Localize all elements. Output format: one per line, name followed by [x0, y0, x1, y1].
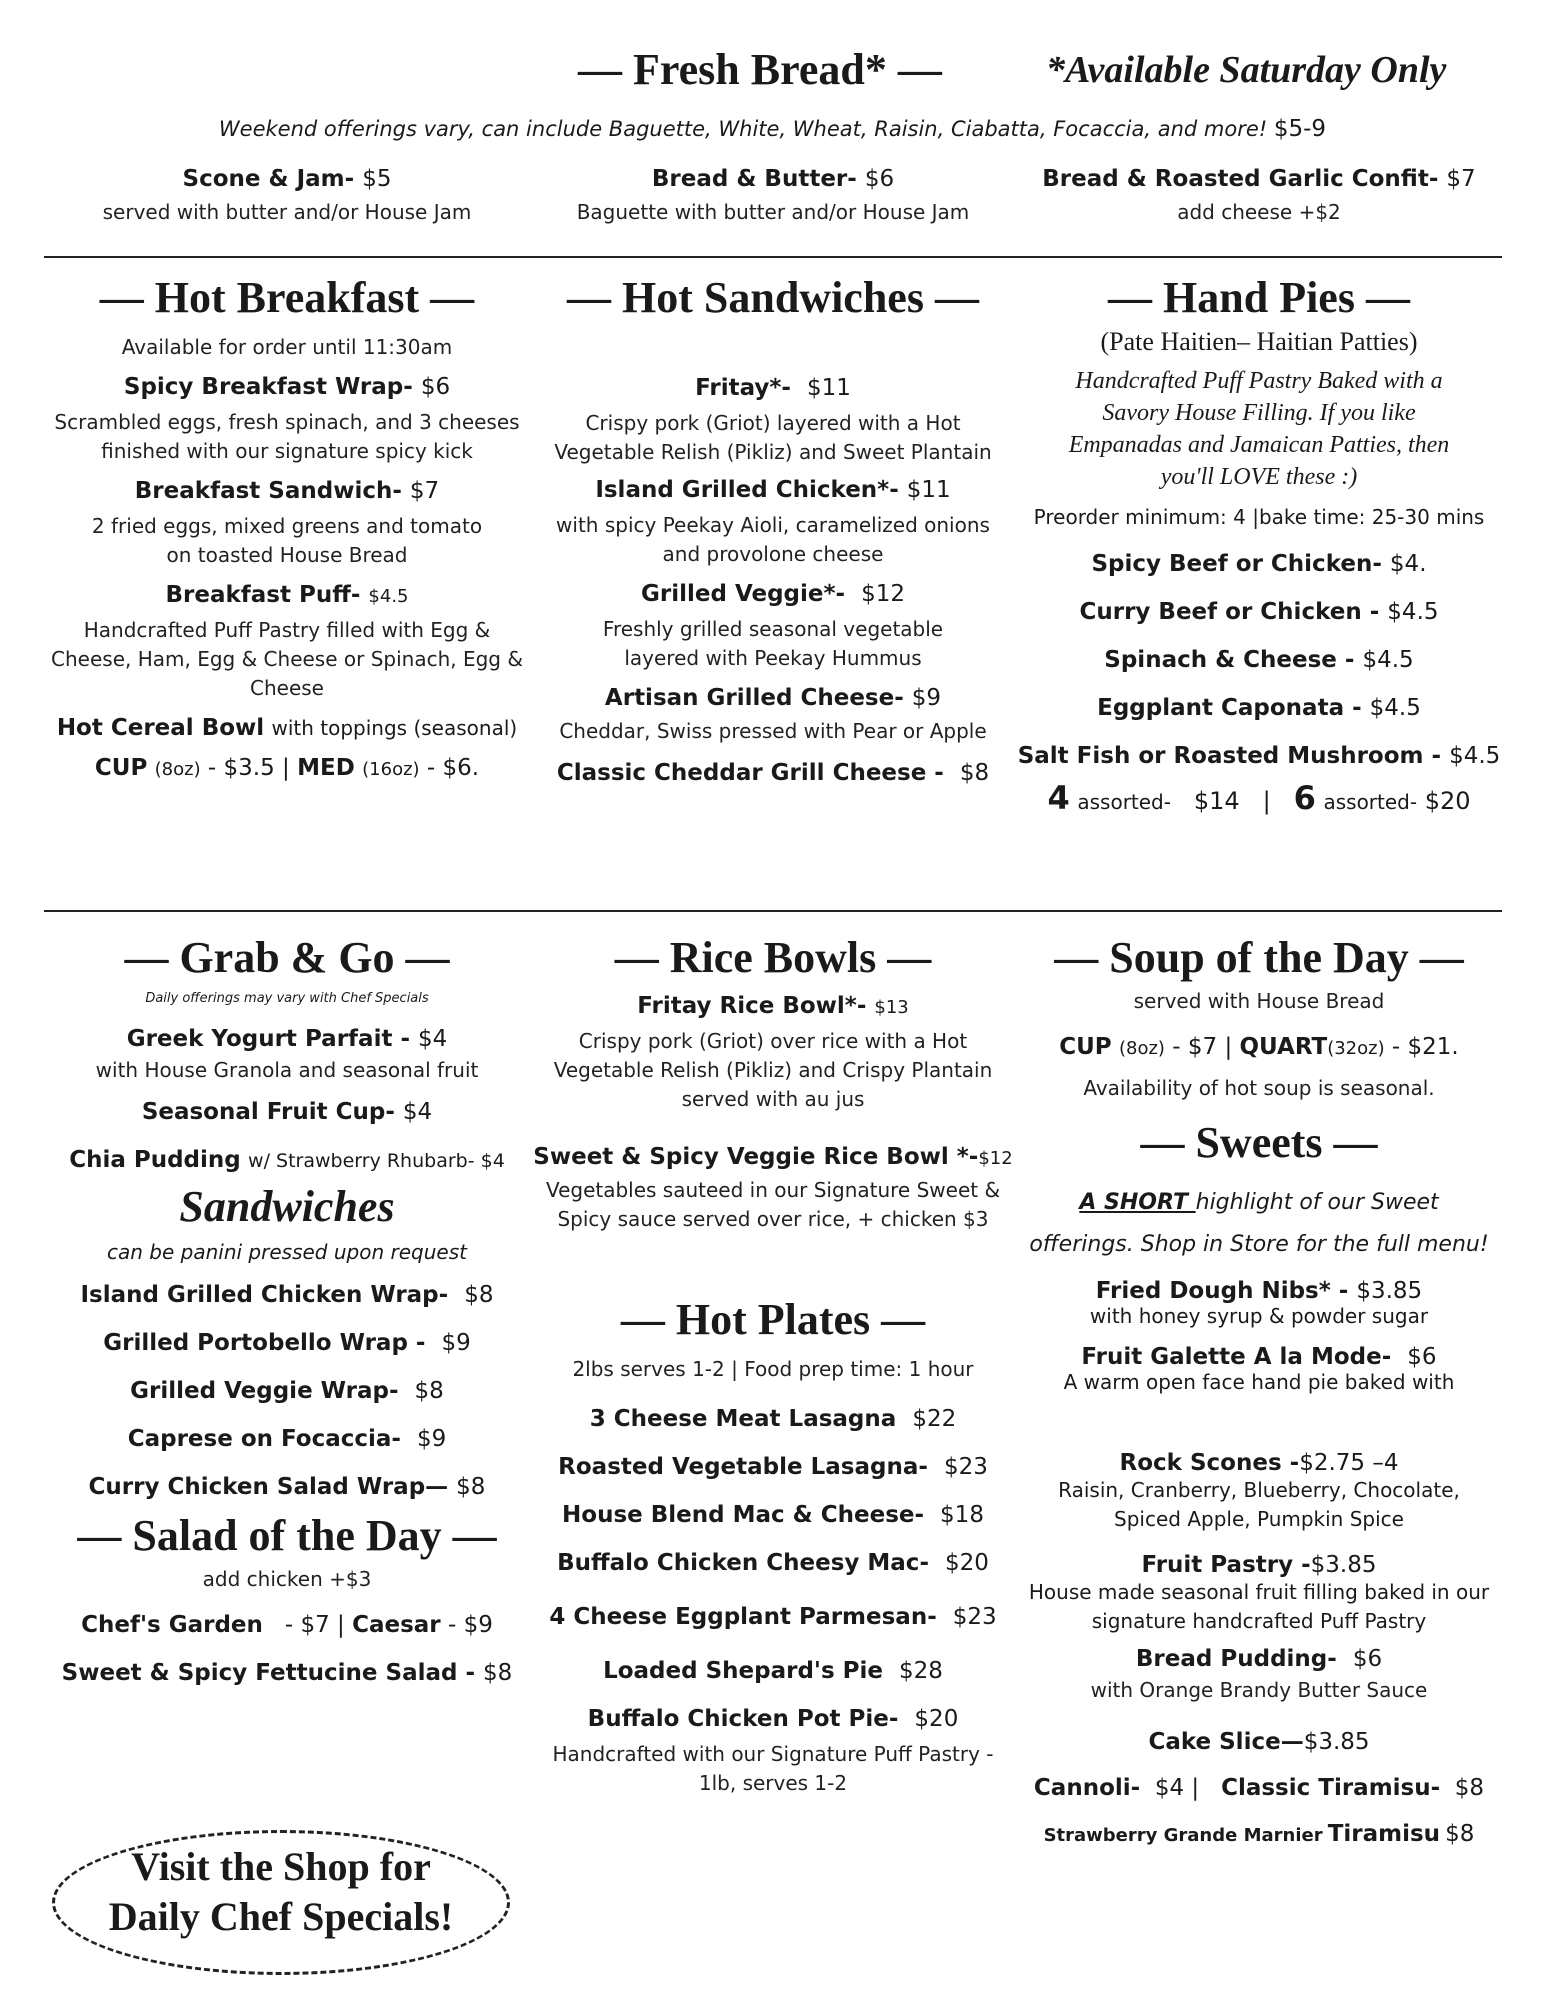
- soup-cup-price: - $7 |: [1172, 1034, 1233, 1060]
- bulk-4-label: assorted-: [1077, 790, 1171, 814]
- item-price: $4.5: [1362, 647, 1414, 673]
- grab-go-subtitle: Daily offerings may vary with Chef Specials: [145, 991, 429, 1006]
- fresh-bread-title: — Fresh Bread* —: [578, 45, 942, 94]
- rice-bowls-section: [530, 932, 1016, 1798]
- item-price: $3.85: [1356, 1278, 1423, 1304]
- menu-item: [44, 1378, 530, 1404]
- salad-chef: Chef's Garden: [81, 1612, 263, 1638]
- item-name: Fritay*-: [695, 375, 791, 401]
- soup-cup-size: (8oz): [1118, 1038, 1165, 1059]
- item-name: Breakfast Puff-: [165, 582, 361, 608]
- item-price: $6: [1407, 1344, 1437, 1370]
- item-desc: Handcrafted with our Signature Puff Pastry - 1lb, serves 1-2: [552, 1742, 994, 1795]
- item-name: Spicy Beef or Chicken-: [1091, 551, 1382, 577]
- cereal-med: MED: [297, 755, 355, 781]
- menu-item: [530, 1604, 1016, 1630]
- cereal-cup: CUP: [94, 755, 148, 781]
- item-desc: Raisin, Cranberry, Blueberry, Chocolate, Spiced Apple, Pumpkin Spice: [1058, 1478, 1460, 1531]
- menu-item: [1016, 1646, 1502, 1672]
- sweets-blurb-underline: A SHORT: [1079, 1190, 1196, 1215]
- item-price: $4: [402, 1099, 433, 1125]
- divider: [44, 256, 1502, 258]
- menu-item: [530, 1144, 1016, 1170]
- hot-breakfast-subtitle: Available for order until 11:30am: [121, 335, 453, 359]
- item-name: Bread & Roasted Garlic Confit-: [1042, 166, 1439, 192]
- cereal-med-price: - $6.: [426, 755, 480, 781]
- item-price: $3.85: [1303, 1729, 1370, 1755]
- hand-pies-title: — Hand Pies —: [1108, 273, 1410, 322]
- item-price: $28: [899, 1658, 943, 1684]
- cereal-cup-size: (8oz): [154, 759, 201, 780]
- item-price: $9: [416, 1426, 447, 1452]
- cannoli-price: $4 |: [1154, 1775, 1200, 1801]
- item-name: Curry Beef or Chicken -: [1079, 599, 1380, 625]
- menu-item: [530, 1502, 1016, 1528]
- menu-item: [1016, 1278, 1502, 1304]
- item-name: Roasted Vegetable Lasagna-: [558, 1454, 928, 1480]
- item-price: $12: [861, 581, 905, 607]
- fresh-bread-item: [530, 166, 1016, 231]
- hot-breakfast-section: [44, 272, 530, 781]
- item-name: Fried Dough Nibs* -: [1095, 1278, 1349, 1304]
- item-name: Fruit Pastry -: [1141, 1552, 1311, 1578]
- tiramisu-name: Classic Tiramisu-: [1221, 1775, 1441, 1801]
- item-name: Fruit Galette A la Mode-: [1081, 1344, 1392, 1370]
- soup-subtitle: served with House Bread: [1133, 989, 1385, 1013]
- menu-item: [44, 1026, 530, 1052]
- bulk-6-price: $20: [1424, 787, 1471, 815]
- bulk-6-label: assorted-: [1323, 790, 1418, 814]
- hot-plates-subtitle: 2lbs serves 1-2 | Food prep time: 1 hour: [572, 1357, 974, 1381]
- item-price: $6: [864, 166, 895, 192]
- item-name: Breakfast Sandwich-: [134, 478, 402, 504]
- item-price: $4.5: [368, 586, 409, 607]
- item-price: $8: [414, 1378, 444, 1404]
- item-price: $20: [945, 1550, 989, 1576]
- salad-title: — Salad of the Day —: [77, 1511, 497, 1560]
- menu-item: [1016, 551, 1502, 577]
- grab-go-section: [44, 932, 530, 1686]
- menu-item: [1016, 1344, 1502, 1370]
- item-name: Scone & Jam-: [182, 166, 355, 192]
- item-price: $9: [911, 685, 942, 711]
- item-price: $20: [914, 1706, 959, 1732]
- menu-item: [1016, 647, 1502, 673]
- chia-rest: w/ Strawberry Rhubarb- $4: [248, 1150, 505, 1172]
- item-desc: with House Granola and seasonal fruit: [95, 1058, 479, 1082]
- item-name: Grilled Veggie*-: [641, 581, 846, 607]
- cannoli-line: [1016, 1775, 1502, 1801]
- item-name: 4 Cheese Eggplant Parmesan-: [549, 1604, 937, 1630]
- strawberry-name: Strawberry Grande Marnier: [1043, 1825, 1323, 1846]
- item-name: Spinach & Cheese -: [1104, 647, 1355, 673]
- hand-pies-bulk: [1016, 779, 1502, 817]
- sweets-blurb: [1016, 1182, 1502, 1266]
- item-desc: Cheddar, Swiss pressed with Pear or Apple: [559, 719, 987, 743]
- item-desc: with honey syrup & powder sugar: [1089, 1304, 1429, 1328]
- item-name: Curry Chicken Salad Wrap—: [88, 1474, 449, 1500]
- cereal-sizes: [44, 755, 530, 781]
- cannoli-name: Cannoli-: [1033, 1775, 1141, 1801]
- item-price: $3.85: [1310, 1552, 1377, 1578]
- item-name: 3 Cheese Meat Lasagna: [589, 1406, 897, 1432]
- menu-item: [44, 1282, 530, 1308]
- grab-go-title: — Grab & Go —: [124, 933, 450, 982]
- item-price: $8: [464, 1282, 494, 1308]
- item-desc: with Orange Brandy Butter Sauce: [1090, 1678, 1428, 1702]
- cereal-med-size: (16oz): [362, 759, 420, 780]
- fresh-bread-item: [44, 166, 530, 231]
- hand-pies-section: [1016, 272, 1502, 817]
- item-name: Salt Fish or Roasted Mushroom -: [1017, 743, 1442, 769]
- sandwiches-title: Sandwiches: [179, 1182, 395, 1231]
- bulk-6: 6: [1293, 779, 1316, 817]
- item-desc: Scrambled eggs, fresh spinach, and 3 cheeses finished with our signature spicy kick: [54, 410, 520, 463]
- menu-item: [530, 375, 1016, 401]
- item-name: Classic Cheddar Grill Cheese -: [556, 760, 944, 786]
- menu-item: [1016, 599, 1502, 625]
- item-name: Eggplant Caponata -: [1097, 695, 1362, 721]
- cereal-cup-price: - $3.5 |: [207, 755, 290, 781]
- hand-pies-subtitle: (Pate Haitien– Haitian Patties): [1100, 327, 1418, 356]
- menu-item: [530, 1550, 1016, 1576]
- item-name: Grilled Portobello Wrap -: [103, 1330, 426, 1356]
- item-price: $6: [420, 374, 451, 400]
- item-desc: served with butter and/or House Jam: [102, 200, 472, 224]
- weekend-offerings: [0, 116, 1545, 142]
- item-price: $8: [959, 760, 990, 786]
- strawberry-line: [1016, 1821, 1502, 1847]
- bulk-separator: |: [1262, 787, 1271, 815]
- menu-item: [1016, 695, 1502, 721]
- sandwiches-subtitle: can be panini pressed upon request: [107, 1240, 467, 1264]
- item-name: Buffalo Chicken Cheesy Mac-: [557, 1550, 929, 1576]
- item-price: $2.75 –4: [1299, 1450, 1399, 1476]
- item-desc: with spicy Peekay Aioli, caramelized onions and provolone cheese: [556, 513, 990, 566]
- item-name: Seasonal Fruit Cup-: [141, 1099, 395, 1125]
- item-name: Spicy Breakfast Wrap-: [123, 374, 413, 400]
- item-desc: add cheese +$2: [1177, 200, 1341, 224]
- item-price: $23: [952, 1604, 997, 1630]
- soup-sizes: [1016, 1034, 1502, 1060]
- menu-item: [530, 581, 1016, 607]
- menu-item: [530, 477, 1016, 503]
- menu-item: [1016, 1450, 1502, 1476]
- salad-caesar-price: - $9: [447, 1612, 493, 1638]
- item-desc: House made seasonal fruit filling baked in our signature handcrafted Puff Pastry: [1028, 1580, 1490, 1633]
- item-price: $7: [1446, 166, 1476, 192]
- item-name: Grilled Veggie Wrap-: [130, 1378, 399, 1404]
- item-name: Rock Scones -: [1119, 1450, 1300, 1476]
- item-price: $13: [874, 997, 909, 1018]
- menu-item: [44, 478, 530, 504]
- item-name: Sweet & Spicy Veggie Rice Bowl *-: [533, 1144, 979, 1170]
- item-desc: Handcrafted Puff Pastry filled with Egg & Cheese, Ham, Egg & Cheese or Spinach, Egg & Cheese: [51, 618, 523, 700]
- soup-note: Availability of hot soup is seasonal.: [1083, 1076, 1435, 1100]
- weekend-offerings-price: $5-9: [1273, 116, 1327, 142]
- item-price: $4.5: [1369, 695, 1421, 721]
- menu-item: [44, 1660, 530, 1686]
- strawberry-tiramisu: Tiramisu: [1327, 1821, 1441, 1847]
- menu-item: [530, 685, 1016, 711]
- item-desc: A warm open face hand pie baked with: [1063, 1370, 1455, 1394]
- menu-item: [1016, 1552, 1502, 1578]
- visit-line-1: Visit the Shop for: [131, 1844, 431, 1889]
- item-name: Greek Yogurt Parfait -: [126, 1026, 410, 1052]
- sweets-blurb-text: highlight of our Sweet offerings. Shop in Store for the full menu!: [1029, 1190, 1489, 1257]
- menu-item: [530, 1658, 1016, 1684]
- menu-item: [44, 1426, 530, 1452]
- bulk-4: 4: [1047, 779, 1070, 817]
- menu-item: [44, 1330, 530, 1356]
- item-name: Bread Pudding-: [1135, 1646, 1337, 1672]
- sweets-title: — Sweets —: [1140, 1118, 1378, 1167]
- item-name: Island Grilled Chicken Wrap-: [80, 1282, 449, 1308]
- item-price: $18: [940, 1502, 984, 1528]
- item-price: $12: [978, 1148, 1013, 1169]
- item-name: Loaded Shepard's Pie: [603, 1658, 883, 1684]
- item-desc: 2 fried eggs, mixed greens and tomato on toasted House Bread: [91, 514, 483, 567]
- salad-caesar: Caesar: [352, 1612, 441, 1638]
- item-name: Sweet & Spicy Fettucine Salad -: [61, 1660, 476, 1686]
- chia-name: Chia Pudding: [69, 1147, 241, 1173]
- item-price: $11: [906, 477, 951, 503]
- cereal-name: Hot Cereal Bowl: [56, 715, 265, 741]
- item-price: $4.5: [1449, 743, 1501, 769]
- item-price: $23: [943, 1454, 988, 1480]
- item-desc: Crispy pork (Griot) over rice with a Hot Vegetable Relish (Pikliz) and Crispy Plantain served with au jus: [553, 1029, 993, 1111]
- item-price: $9: [441, 1330, 471, 1356]
- menu-item: [44, 1099, 530, 1125]
- soup-quart-size: (32oz): [1327, 1038, 1385, 1059]
- menu-item: [530, 993, 1016, 1019]
- item-price: $22: [912, 1406, 957, 1432]
- saturday-note: *Available Saturday Only: [1046, 49, 1447, 91]
- item-desc: Baguette with butter and/or House Jam: [576, 200, 970, 224]
- menu-item: [530, 760, 1016, 786]
- hot-sandwiches-section: [530, 272, 1016, 786]
- item-desc: Vegetables sauteed in our Signature Sweet & Spicy sauce served over rice, + chicken $3: [545, 1178, 1001, 1231]
- hand-pies-blurb: Handcrafted Puff Pastry Baked with a Savory House Filling. If you like Empanadas and Jamaican Patties, then you'll LOVE these :): [1068, 368, 1450, 490]
- menu-item: [530, 1454, 1016, 1480]
- menu-item: [530, 1406, 1016, 1432]
- item-name: Island Grilled Chicken*-: [595, 477, 899, 503]
- divider: [44, 910, 1502, 912]
- item-price: $4: [418, 1026, 448, 1052]
- salad-line-1: [44, 1612, 530, 1638]
- cereal-note: with toppings (seasonal): [271, 716, 518, 740]
- menu-item: [1016, 1729, 1502, 1755]
- visit-line-2: Daily Chef Specials!: [108, 1894, 454, 1939]
- item-price: $8: [456, 1474, 486, 1500]
- salad-chef-price: - $7 |: [284, 1612, 345, 1638]
- soup-cup: CUP: [1059, 1034, 1112, 1060]
- bulk-4-price: $14: [1193, 787, 1240, 815]
- item-price: $4.5: [1387, 599, 1439, 625]
- item-price: $11: [806, 375, 851, 401]
- tiramisu-price: $8: [1454, 1775, 1485, 1801]
- salad-subtitle: add chicken +$3: [202, 1567, 372, 1591]
- weekend-offerings-text: Weekend offerings vary, can include Baguette, White, Wheat, Raisin, Ciabatta, Focaccia, and more!: [218, 117, 1268, 141]
- menu-item: [44, 582, 530, 608]
- hand-pies-preorder: Preorder minimum: 4 |bake time: 25-30 mins: [1033, 505, 1485, 529]
- soup-quart: QUART: [1239, 1034, 1328, 1060]
- fresh-bread-item: [1016, 166, 1502, 231]
- soup-title: — Soup of the Day —: [1054, 933, 1464, 982]
- item-name: Bread & Butter-: [651, 166, 857, 192]
- visit-shop-text: [52, 1842, 510, 1942]
- item-price: $4.: [1389, 551, 1427, 577]
- menu-item: [530, 1706, 1016, 1732]
- strawberry-price: $8: [1445, 1821, 1475, 1847]
- rice-bowls-title: — Rice Bowls —: [614, 933, 932, 982]
- item-price: $6: [1352, 1646, 1383, 1672]
- item-name: Buffalo Chicken Pot Pie-: [587, 1706, 899, 1732]
- item-name: Cake Slice—: [1148, 1729, 1304, 1755]
- item-price: $8: [483, 1660, 513, 1686]
- item-price: $7: [409, 478, 440, 504]
- item-name: Artisan Grilled Cheese-: [604, 685, 904, 711]
- soup-section: [1016, 932, 1502, 1847]
- chia-line: [44, 1147, 530, 1173]
- item-name: Caprese on Focaccia-: [127, 1426, 401, 1452]
- hot-breakfast-title: — Hot Breakfast —: [99, 273, 475, 322]
- item-price: $5: [362, 166, 392, 192]
- item-desc: Freshly grilled seasonal vegetable layered with Peekay Hummus: [602, 617, 944, 670]
- item-desc: Crispy pork (Griot) layered with a Hot Vegetable Relish (Pikliz) and Sweet Plantain: [554, 411, 992, 464]
- menu-item: [1016, 743, 1502, 769]
- item-name: Fritay Rice Bowl*-: [637, 993, 867, 1019]
- menu-item: [44, 1474, 530, 1500]
- cereal-line: [44, 715, 530, 741]
- hot-sandwiches-title: — Hot Sandwiches —: [567, 273, 979, 322]
- menu-item: [44, 374, 530, 400]
- soup-quart-price: - $21.: [1391, 1034, 1459, 1060]
- hot-plates-title: — Hot Plates —: [620, 1295, 926, 1344]
- item-name: House Blend Mac & Cheese-: [562, 1502, 925, 1528]
